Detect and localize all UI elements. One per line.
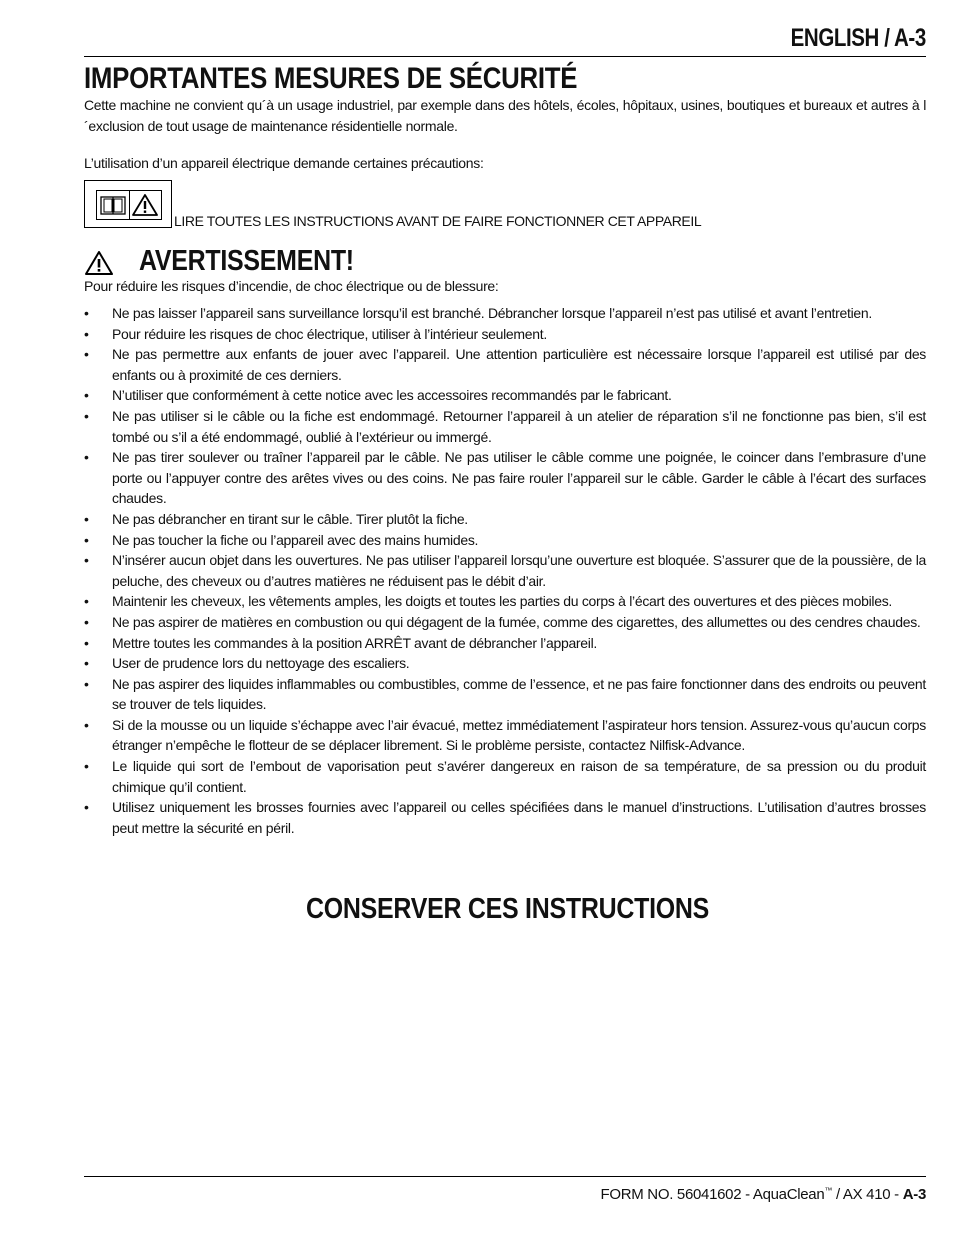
list-item [84,674,926,715]
list-item [84,344,926,385]
list-item-text: Ne pas aspirer des liquides inflammables ou combustibles, comme de l’essence, et ne pas faire fonctionner dans des endroits ou peuvent se trouver de tels liquides. [112,675,926,713]
list-item-text: Ne pas toucher la fiche ou l’appareil avec des mains humides. [112,531,479,548]
list-item-text: Ne pas laisser l’appareil sans surveillance lorsqu’il est branché. Débrancher lorsque l’appareil n’est pas utilisé et avant l’entretien. [112,305,872,321]
bullet-symbol: • [84,655,89,672]
list-item [84,385,926,406]
header-divider [84,56,926,57]
header-language-page: ENGLISH / A-3 [790,24,926,52]
list-item-text: Le liquide qui sort de l’embout de vaporisation peut s’avérer dangereux en raison de sa température, de sa pression ou du produit chimique qu’il contient. [112,758,926,795]
page-title: IMPORTANTES MESURES DE SÉCURITÉ [84,62,578,95]
bullet-symbol: • [84,675,89,692]
precaution-intro: L’utilisation d’un appareil électrique demande certaines précautions: [84,155,484,171]
list-item-text: Ne pas utiliser si le câble ou la fiche est endommagé. Retourner l’appareil à un atelier de réparation s’il ne fonctionne pas bien, s’il est tombé ou s’il a été endommagé, oublié à l’extérieur ou immergé. [112,407,926,445]
notice-text: LIRE TOUTES LES INSTRUCTIONS AVANT DE FAIRE FONCTIONNER CET APPAREIL [174,213,702,229]
footer-divider [84,1176,926,1177]
bullet-symbol: • [84,716,89,733]
bullet-symbol: • [84,593,89,610]
notice-symbol-box [84,180,172,228]
list-item [84,653,926,674]
list-item [84,715,926,756]
trademark-symbol: ™ [824,1186,833,1195]
list-item-text: N’insérer aucun objet dans les ouvertures. Ne pas utiliser l’appareil lorsqu’une ouverture est bloquée. S’assurer que de la poussière, de la peluche, des cheveux ou d’autres matières ne réduisent pas le débit d’air. [112,552,926,589]
list-item-text: Ne pas permettre aux enfants de jouer avec l’appareil. Une attention particulière est nécessaire lorsque l’appareil est utilisé par des enfants ou à proximité de ces derniers. [112,346,926,383]
list-item-text: Pour réduire les risques de choc électrique, utiliser à l’intérieur seulement. [112,325,547,342]
list-item-text: Maintenir les cheveux, les vêtements amples, les doigts et toutes les parties du corps à l’écart des ouvertures et des pièces mobiles. [112,593,892,610]
bullet-symbol: • [84,758,89,775]
list-item-text: Ne pas tirer soulever ou traîner l’appareil par le câble. Ne pas utiliser le câble comme une poignée, le coincer dans l’embrasure d’une porte ou l’appuyer contre des arêtes vives ou des coins. Ne pas faire rouler l’appareil sur le câble. Garder le câble à l’écart des surfaces chaudes. [112,449,926,507]
bullet-symbol: • [84,552,89,569]
list-item [84,550,926,591]
footer-page-number: A-3 [902,1186,926,1203]
warning-triangle-icon [129,191,162,219]
list-item-text: N’utiliser que conformément à cette notice avec les accessoires recommandés par le fabricant. [112,387,672,404]
warning-subtitle: Pour réduire les risques d’incendie, de choc électrique ou de blessure: [84,278,499,294]
bullet-symbol: • [84,613,89,630]
footer-form-number [600,1186,926,1203]
footer-model-text: / AX 410 - [832,1186,903,1203]
book-icon [97,191,129,219]
footer-form-text: FORM NO. 56041602 - AquaClean [600,1186,825,1203]
list-item-text: Ne pas débrancher en tirant sur le câble. Tirer plutôt la fiche. [112,510,468,527]
list-item-text: Si de la mousse ou un liquide s’échappe avec l’air évacué, mettez immédiatement l’aspirateur hors tension. Assurez-vous qu’aucun corps étranger n’empêche le flotteur de se déplacer librement. Si le problème persiste, contactez Nilfisk-Advance. [112,716,926,754]
list-item [84,509,926,530]
bullet-symbol: • [84,634,89,651]
list-item-text: Utilisez uniquement les brosses fournies avec l’appareil ou celles spécifiées dans le manuel d’instructions. L’utilisation d’autres brosses peut mettre la sécurité en péril. [112,799,926,836]
bullet-symbol: • [84,531,89,548]
list-item [84,756,926,797]
bullet-symbol: • [84,346,89,363]
bullet-symbol: • [84,407,89,424]
bullet-symbol: • [84,510,89,527]
bullet-symbol: • [84,325,89,342]
closing-title: CONSERVER CES INSTRUCTIONS [306,893,710,925]
list-item-text: User de prudence lors du nettoyage des escaliers. [112,655,410,672]
list-item [84,303,926,324]
safety-bullet-list [84,303,926,838]
list-item-text: Ne pas aspirer de matières en combustion ou qui dégagent de la fumée, comme des cigarettes, des allumettes ou des cendres chaudes. [112,613,921,630]
warning-title: AVERTISSEMENT! [139,245,354,277]
bullet-symbol: • [84,449,89,466]
intro-paragraph: Cette machine ne convient qu´à un usage industriel, par exemple dans des hôtels, écoles, hôpitaux, usines, boutiques et bureaux et autres à l´exclusion de tout usage de maintenance résidentielle normale. [84,97,926,134]
list-item [84,324,926,345]
list-item [84,612,926,633]
read-instructions-notice [84,180,926,230]
list-item [84,406,926,447]
list-item-text: Mettre toutes les commandes à la position ARRÊT avant de débrancher l’appareil. [112,634,597,651]
list-item [84,447,926,509]
bullet-symbol: • [84,387,89,404]
list-item [84,591,926,612]
list-item [84,633,926,654]
list-item [84,797,926,838]
list-item [84,530,926,551]
bullet-symbol: • [84,799,89,816]
bullet-symbol: • [84,305,89,321]
